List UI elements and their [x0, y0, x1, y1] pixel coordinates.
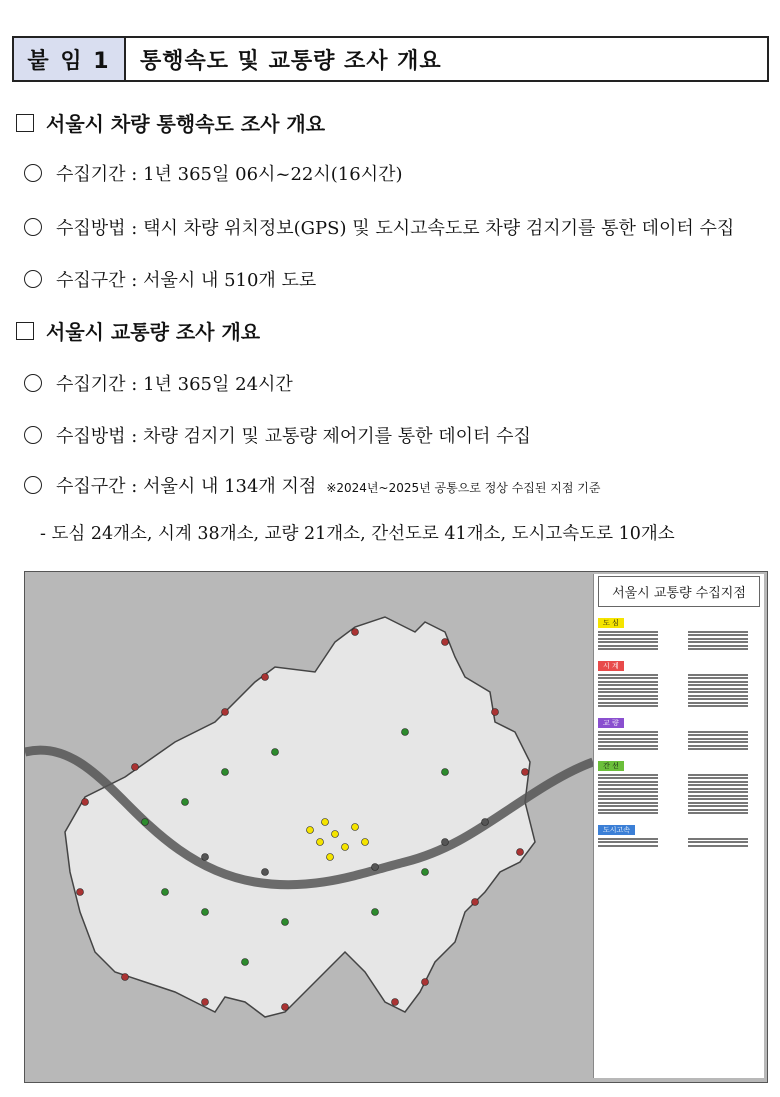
- legend-downtown: 도 심: [598, 610, 760, 650]
- circle-bullet-icon: [24, 374, 42, 392]
- legend-bridge: 교 량: [598, 710, 760, 750]
- survey-point: [182, 799, 189, 806]
- survey-point: [342, 844, 349, 851]
- survey-point: [332, 831, 339, 838]
- survey-point: [222, 709, 229, 716]
- legend-expressway: 도시고속: [598, 817, 760, 847]
- circle-bullet-icon: [24, 426, 42, 444]
- survey-point: [522, 769, 529, 776]
- page-title: 통행속도 및 교통량 조사 개요: [140, 48, 442, 74]
- attachment-tag: 붙 임 1: [14, 38, 126, 80]
- survey-point: [492, 709, 499, 716]
- survey-point: [422, 979, 429, 986]
- section-speed-heading: 서울시 차량 통행속도 조사 개요: [16, 108, 325, 137]
- seoul-traffic-map: [24, 571, 768, 1083]
- survey-point: [282, 1004, 289, 1011]
- survey-point: [517, 849, 524, 856]
- volume-range: 수집구간 : 서울시 내 134개 지점 ※2024년~2025년 공통으로 정상 수집된 지점 기준: [24, 472, 600, 498]
- survey-point: [317, 839, 324, 846]
- survey-point: [132, 764, 139, 771]
- volume-detail: - 도심 24개소, 시계 38개소, 교량 21개소, 간선도로 41개소, 도시고속도로 10개소: [40, 524, 675, 544]
- survey-point: [307, 827, 314, 834]
- survey-point: [442, 639, 449, 646]
- survey-point: [282, 919, 289, 926]
- survey-point: [202, 999, 209, 1006]
- survey-point: [482, 819, 489, 826]
- survey-point: [327, 854, 334, 861]
- speed-range: 수집구간 : 서울시 내 510개 도로: [24, 266, 316, 292]
- survey-point: [352, 629, 359, 636]
- circle-bullet-icon: [24, 164, 42, 182]
- survey-point: [222, 769, 229, 776]
- survey-point: [262, 869, 269, 876]
- volume-method: 수집방법 : 차량 검지기 및 교통량 제어기를 통한 데이터 수집: [24, 422, 531, 448]
- checkbox-square-icon: [16, 322, 34, 340]
- survey-point: [162, 889, 169, 896]
- section-volume-heading: 서울시 교통량 조사 개요: [16, 316, 260, 345]
- volume-note: ※2024년~2025년 공통으로 정상 수집된 지점 기준: [326, 481, 601, 495]
- survey-point: [442, 769, 449, 776]
- title-bar: [12, 36, 769, 82]
- survey-point: [142, 819, 149, 826]
- survey-point: [402, 729, 409, 736]
- survey-point: [82, 799, 89, 806]
- speed-period: 수집기간 : 1년 365일 06시~22시(16시간): [24, 160, 403, 186]
- checkbox-square-icon: [16, 114, 34, 132]
- survey-point: [242, 959, 249, 966]
- survey-point: [362, 839, 369, 846]
- survey-point: [372, 909, 379, 916]
- map-legend: [593, 574, 764, 1078]
- circle-bullet-icon: [24, 476, 42, 494]
- legend-title: 서울시 교통량 수집지점: [598, 576, 760, 607]
- legend-arterial: 간 선: [598, 753, 760, 814]
- survey-point: [422, 869, 429, 876]
- legend-boundary: 시 계: [598, 653, 760, 707]
- survey-point: [202, 854, 209, 861]
- circle-bullet-icon: [24, 218, 42, 236]
- survey-point: [392, 999, 399, 1006]
- survey-point: [352, 824, 359, 831]
- speed-method: 수집방법 : 택시 차량 위치정보(GPS) 및 도시고속도로 차량 검지기를 통한 데이터 수집: [24, 214, 734, 240]
- survey-point: [322, 819, 329, 826]
- survey-point: [77, 889, 84, 896]
- survey-point: [472, 899, 479, 906]
- circle-bullet-icon: [24, 270, 42, 288]
- survey-point: [262, 674, 269, 681]
- survey-point: [372, 864, 379, 871]
- survey-point: [272, 749, 279, 756]
- survey-point: [122, 974, 129, 981]
- volume-period: 수집기간 : 1년 365일 24시간: [24, 370, 293, 396]
- survey-point: [442, 839, 449, 846]
- survey-point: [202, 909, 209, 916]
